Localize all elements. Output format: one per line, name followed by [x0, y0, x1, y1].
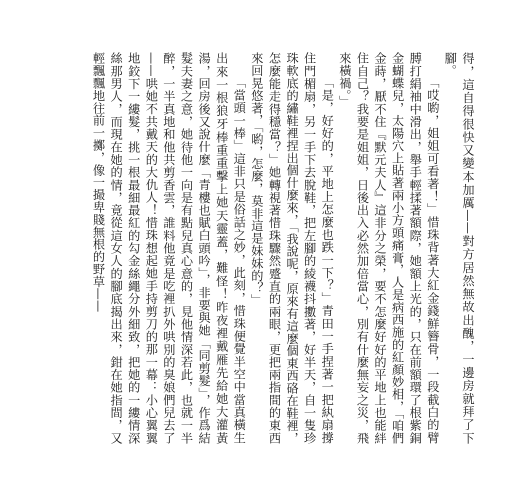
- paragraph-4: 「當頭一棒」這非只是俗話之妙，此刻，惜珠便覺半空中當真橫生出來一根狼牙棒重重擊上她天靈蓋，難怪！昨夜裡戴雁先給她大灌黃湯，回房後又說什麼「青樓也賦白頭吟」，非要與她「同剪髮」，作爲結髮夫妻之意，她待他一向是有點兒真心意的，見他情深若此，也就一半醉，一半真地和他共剪香雲，誰料他竟是吃裡扒外哄別的臭娘們兒去了——哄她不共戴天的大仇人！惜珠想起她手持剪刀的那一幕：小心翼翼地鉸下一縷髮，挑一根最細最紅的勾金絲繩分外細致，把她的一縷情深絲那男人，而現在她的情，竟從這女人的腳底揭出來，鉗在她指間，又輕飄飄地往前一擲，像一撮卑賤無根的野草——: [91, 52, 247, 444]
- vertical-text-block: [40, 52, 476, 444]
- paragraph-1: 得，這自得很快又變本加厲——對方居然無故出醜，一邊房就拜了下腳。: [443, 52, 475, 444]
- paragraph-2: 「哎喲，姐姐可看著！」惜珠背著大紅金錢鮮簪骨，一段截白的臂膊打絹袖中滑出，舉手輕揉著額際，她額上光的，只在前額環了根紫銅金蝴蝶兒，太陽穴上貼著兩小方頭痛膏，人是病西施的紅顏妙相，「咱們金蒔，厭不住『默元夫人』這非分之榮，要不怎麼好好的平地上也能絆住自己？我要是姐姐，日後出入必然加倍當心，別有什麼無妄之災，飛來橫禍。」: [337, 52, 440, 444]
- paragraph-3: 「是，好好的，平地上怎麼也跌一下？」青田一手捏著一把紈扇撐住門楣扇，另一手下去脫鞋，把左腳的綾襪抖擻著，好半天，自一隻珍珠軟底的繡鞋裡捏出個什麼來，「我說呢，原來有這麼個東西硌在鞋裡，怎麼能走得穩當？」她轉視著惜珠驟然蹙直的兩眼，更把兩指間的東西來回晃悠著，「喲，怎麼，莫非這是妹妹的？」: [249, 52, 335, 444]
